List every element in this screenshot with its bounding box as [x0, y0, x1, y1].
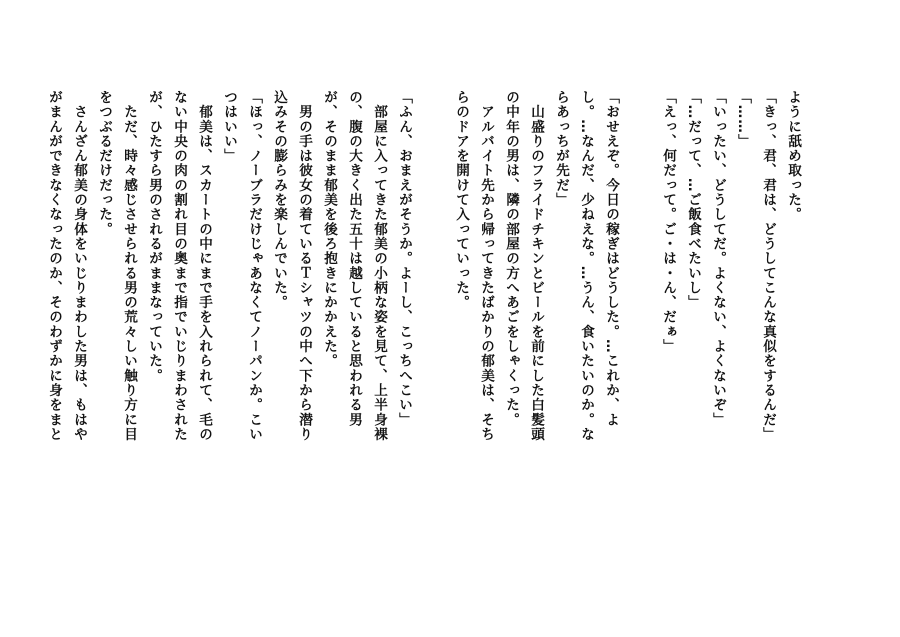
text-line: し。…なんだ、少ねえな。…うん、食いたいのか。な: [578, 90, 594, 442]
text-line: の、腹の大きく出た五十は越していると思われる男: [346, 90, 362, 427]
text-line: 「いったい、どうしてだ。よくない、よくないぞ」: [710, 90, 726, 427]
text-line: 「えっ、何だって。ご・は・ん、だぁ」: [660, 90, 676, 354]
text-line: さんざん郁美の身体をいじりまわした男は、もはや: [71, 90, 87, 442]
text-line: アルバイト先から帰ってきたばかりの郁美は、そち: [478, 90, 494, 442]
text-line: らあっちが先だ」: [553, 90, 569, 208]
text-line: をつぶるだけだった。: [96, 90, 112, 237]
paragraph-gap: [416, 90, 448, 560]
paragraph-gap: [623, 90, 655, 560]
text-line: 「おせえぞ。今日の稼ぎはどうした。…これか、よ: [603, 90, 619, 427]
text-line: 山盛りのフライドチキンとビールを前にした白髪頭: [528, 90, 544, 442]
text-line: の中年の男は、隣の部屋の方へあごをしゃくった。: [503, 90, 519, 427]
text-line: つはいい」: [221, 90, 237, 164]
text-line: ない中央の肉の割れ目の奥まで指でいじりまわされた: [171, 90, 187, 442]
text-line: が、そのまま郁美を後ろ抱きにかかえた。: [321, 90, 337, 369]
text-line: 男の手は彼女の着ているＴシャツの中へ下から潜り: [296, 90, 312, 442]
vertical-text-block: [41, 90, 805, 560]
text-line: ただ、時々感じさせられる男の荒々しい触り方に目: [121, 90, 137, 442]
text-line: 部屋に入ってきた郁美の小柄な姿を見て、上半身裸: [371, 90, 387, 442]
text-line: 「ふん、おまえがそうか。よーし、こっちへこい」: [396, 90, 412, 427]
text-line: らのドアを開けて入っていった。: [453, 90, 469, 310]
text-line: 「きっ、君、君は、どうしてこんな真似をするんだ」: [760, 90, 776, 442]
text-line: 込みその膨らみを楽しんでいた。: [271, 90, 287, 310]
text-line: ように舐め取った。: [785, 90, 801, 222]
text-line: 「ほっ、ノーブラだけじゃあなくてノーパンか。こい: [246, 90, 262, 442]
text-line: がまんができなくなったのか、そのわずかに身をまと: [46, 90, 62, 442]
text-line: 「…だって、…ご飯食べたいし」: [685, 90, 701, 310]
text-line: が、ひたすら男のされるがままなっていた。: [146, 90, 162, 383]
text-line: 「……」: [735, 90, 751, 149]
text-line: 郁美は、スカートの中にまで手を入れられて、毛の: [196, 90, 212, 442]
